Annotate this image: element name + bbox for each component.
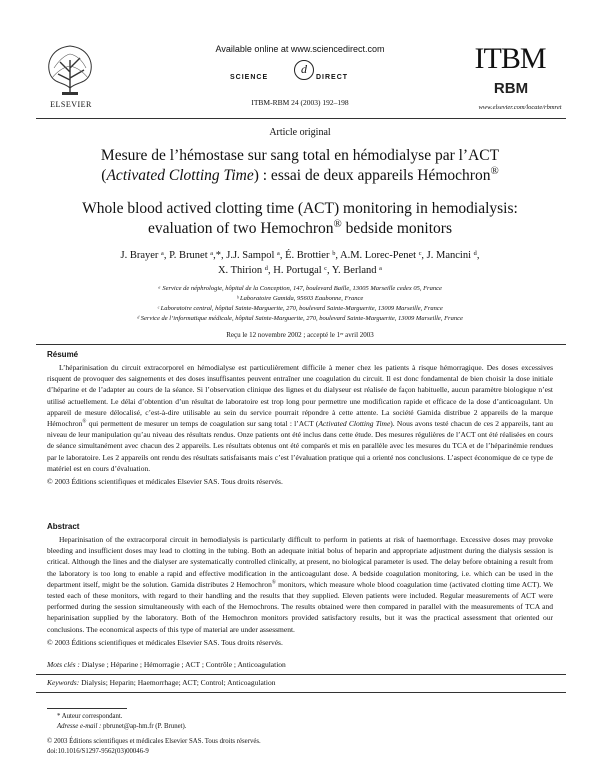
- journal-reference: ITBM-RBM 24 (2003) 192–198: [251, 98, 349, 107]
- corresponding-author: * Auteur correspondant.: [57, 713, 123, 720]
- abstract-body: [47, 534, 553, 648]
- sciencedirect-mark-icon: d: [294, 60, 314, 80]
- footnote-rule: [47, 708, 127, 709]
- resume-text-a: L’héparinisation du circuit extracorporel en hémodialyse est particulièrement difficile à mener chez les patients à risque hémorragique. Des doses excessives risquent de provoquer des saignements et des doses insuffisantes peuvent entraîner une coagulation du circuit. Il est donc fondamental de bien choisir la dose initiale d’héparine et de l’adapter au cours de la séance. Si l’observation clinique des lignes et du dialyseur est réalisée de façon habituelle, aucun paramètre biologique n’est utilisé actuellement. Le délai d’obtention d’un résultat de laboratoire est trop long pour permettre une modification rapide et efficace de la dose d’anticoagulant. Un appareil de mesure délocalisé, c’est-à-dire utilisable au sein du service pourrait répondre à cette attente. La société Gamida distribue 2 appareils de la marque Hémochron: [47, 363, 553, 429]
- journal-logo-bottom: RBM: [493, 80, 529, 97]
- registered-mark: ®: [333, 217, 342, 230]
- resume-copyright: © 2003 Éditions scientifiques et médicales Elsevier SAS. Tous droits réservés.: [47, 477, 283, 487]
- footer-copyright: © 2003 Éditions scientifiques et médicales Elsevier SAS. Tous droits réservés.: [47, 738, 261, 745]
- abstract-text-a: Heparinisation of the extracorporal circuit in hemodialysis is particularly difficult to perform in patients at risk of haemorrhage. Excessive doses may provoke bleeding and insufficient doses may lead to clotting in the tubing. Both an adequate initial bolus of heparin and appropriate adjustment during the dialysis session is critical. Although the lines and the dialyser are systematically controlled clinically, at present, no biological parameter is used. The delay before obtaining a result from the laboratory is too long to enable a rapid and effective modification in the anticoagulant dose. A bedside coagulation monitoring, i.e. which can be used in the department itself, might be the solution. Gamida distributes 2 Hemochron: [47, 535, 553, 589]
- journal-url: www.elsevier.com/locate/rbmret: [478, 104, 562, 111]
- available-online-text: Available online at www.sciencedirect.com: [215, 44, 385, 54]
- abstract-text-b: monitors, which measure whole blood coagulation time (activated clotting time ACT). We tested each of these monitors, with regard to their handling and the results that they supplied. Eleven patients were included. Regular measurements of ACT were performed during the session simultaneously with each of the Hemochrons. The results obtained were then compared in parallel with the measurements of TCA and heparinisation supplied by the laboratory. Both of the Hemochron monitors provided satisfactory results, but it was the practical assessment that oriented our conclusions. The economical aspects of this type of material are under assessment.: [47, 579, 554, 634]
- publisher-name: ELSEVIER: [50, 100, 92, 109]
- resume-text-b: qui permettent de mesurer un temps de coagulation sur sang total : l’ACT (: [86, 419, 319, 429]
- article-type: Article original: [269, 127, 331, 138]
- journal-logo-top: ITBM: [474, 42, 546, 75]
- email-label: Adresse e-mail :: [57, 722, 102, 730]
- elsevier-tree-logo-icon: [40, 38, 100, 100]
- keywords-en-label: Keywords:: [47, 678, 80, 687]
- affiliation: ᵃ Service de néphrologie, hôpital de la Conception, 147, boulevard Baille, 13005 Marseille cedex 05, France: [158, 285, 442, 292]
- affiliation: ᶜ Laboratoire central, hôpital Sainte-Marguerite, 270, boulevard Sainte-Marguerite, 13009 Marseille, France: [157, 305, 443, 312]
- keywords-fr-label: Mots clés :: [47, 660, 80, 669]
- keywords-rule: [36, 674, 566, 675]
- registered-mark: ®: [490, 164, 499, 177]
- keywords-fr: [47, 660, 553, 669]
- title-fr-line2: ) : essai de deux appareils Hémochron: [253, 167, 491, 184]
- abstract-copyright: © 2003 Éditions scientifiques et médicales Elsevier SAS. Tous droits réservés.: [47, 637, 283, 647]
- keywords-fr-values: Dialyse ; Héparine ; Hémorragie ; ACT ; Contrôle ; Anticoagulation: [81, 660, 286, 669]
- keywords-en-values: Dialysis; Heparin; Haemorrhage; ACT; Control; Anticoagulation: [81, 678, 276, 687]
- authors-line1: J. Brayer ᵃ, P. Brunet ᵃ,*, J.J. Sampol ᵃ, É. Brottier ᵇ, A.M. Lorec-Penet ᶜ, J. Mancini ᵈ,: [120, 250, 480, 261]
- doi[interactable]: doi:10.1016/S1297-9562(03)00046-9: [47, 747, 149, 755]
- footnotes: [47, 712, 347, 756]
- title-rule: [36, 344, 566, 345]
- resume-italic: Activated Clotting Time: [318, 419, 391, 429]
- registered-mark: ®: [271, 579, 276, 586]
- authors-line2: X. Thirion ᵈ, H. Portugal ᶜ, Y. Berland ᵃ: [217, 265, 383, 276]
- email-line: [47, 722, 347, 732]
- journal-logo-bottom-wrap: [476, 80, 546, 97]
- title-fr-italic: Activated Clotting Time: [106, 167, 254, 184]
- title-en-line2-rest: bedside monitors: [341, 220, 452, 237]
- title-en-line1: Whole blood actived clotting time (ACT) monitoring in hemodialysis:: [82, 200, 518, 217]
- title-english: [40, 199, 560, 239]
- keywords-en: [47, 678, 553, 687]
- header-rule: [36, 118, 566, 119]
- resume-text-c: ). Nous avons testé chacun de ces 2 appareils, tant au niveau de leur manipulation qu’au niveau des résultats rendus. Onze patients ont été inclus dans cette étude. Des mesures régulières de l’ACT ont été réalisées en cours de séance simultanément avec chacun des 2 appareils. Les résultats obtenus ont été comparés et mis en parallèle avec les mesures du TCA et de l’héparinémie rendues par le laboratoire. Les 2 appareils ont rendu des résultats satisfaisants mais c’est l’évaluation pratique qui a orienté nos conclusions. L’aspect économique de ce type de matériel est en cours d’évaluation.: [47, 419, 553, 473]
- affiliation: ᵈ Service de l’informatique médicale, hôpital Sainte-Marguerite, 270, boulevard Sainte-Marguerite, 13009 Marseille, France: [137, 315, 463, 322]
- sciencedirect-left: SCIENCE: [230, 74, 269, 81]
- authors: [40, 248, 560, 278]
- sciencedirect-right: DIRECT: [316, 74, 349, 81]
- resume-body: [47, 362, 553, 487]
- title-fr-line1: Mesure de l’hémostase sur sang total en hémodialyse par l’ACT: [100, 147, 500, 164]
- abstract-heading: Abstract: [47, 522, 80, 531]
- title-en-line2: evaluation of two Hemochron: [148, 220, 334, 237]
- resume-heading: Résumé: [47, 350, 79, 359]
- affiliations: [60, 284, 540, 324]
- registered-mark: ®: [82, 418, 87, 425]
- section-rule: [36, 692, 566, 693]
- email-value[interactable]: pbrunet@ap-hm.fr (P. Brunet).: [103, 722, 187, 730]
- title-french: Mesure de l’hémostase sur sang total en hémodialyse par l’ACT (Activated Clotting Time) : essai de deux appareils Hémochron®: [100, 147, 500, 184]
- sciencedirect-logo: [210, 60, 410, 80]
- affiliation: ᵇ Laboratoire Gamida, 95603 Eaubonne, France: [236, 295, 364, 302]
- received-date: Reçu le 12 novembre 2002 ; accepté le 1ᵉʳ avril 2003: [226, 331, 374, 339]
